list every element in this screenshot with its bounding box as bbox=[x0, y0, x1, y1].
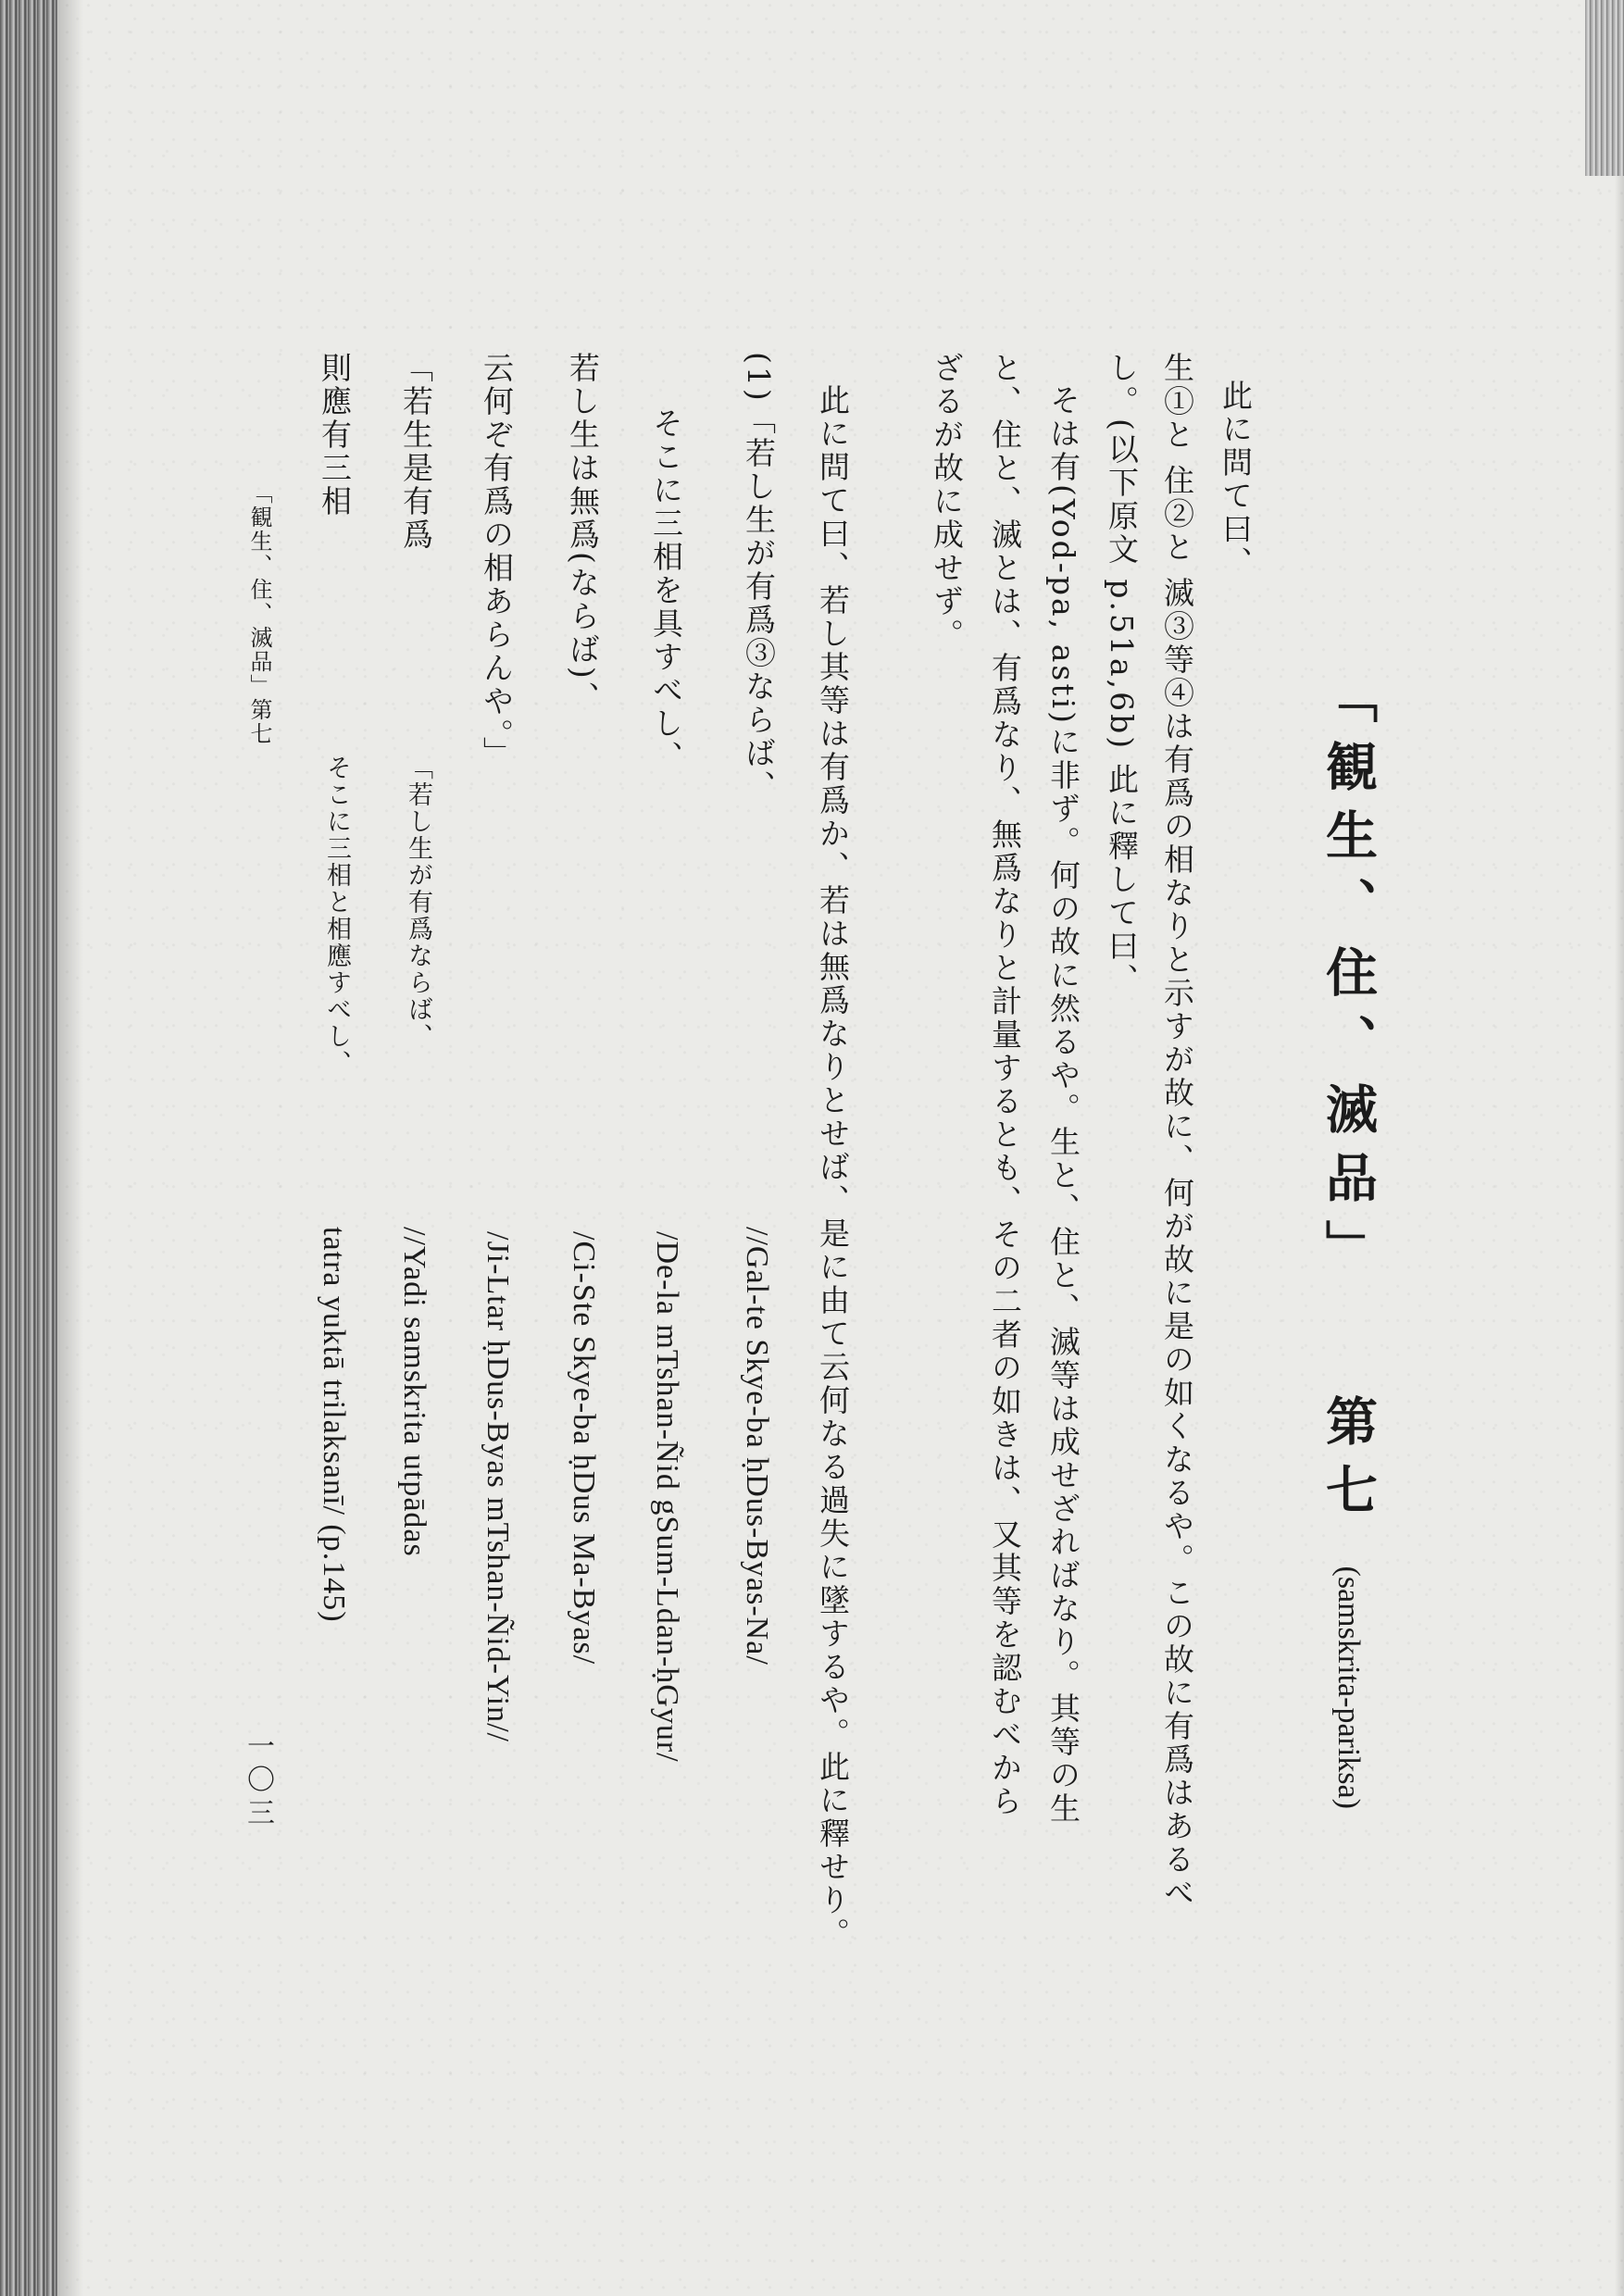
book-spine-shadow bbox=[0, 0, 57, 2296]
text-column-2: 生①と 住②と 滅③等④は有爲の相なりと示すが故に、何が故に是の如くなるや。この故に有爲はあるべ bbox=[1159, 352, 1195, 1910]
chinese-verse-2: 則應有三相 bbox=[317, 352, 353, 518]
tibetan-line-2: /De-la mTshan-Ñid gSum-Ldan-ḥGyur/ bbox=[650, 1231, 684, 1763]
verse-column-1: (1)「若し生が有爲③ならば、 bbox=[741, 352, 777, 804]
page-number: 一〇三 bbox=[242, 1731, 274, 1831]
tibetan-line-4: /Ji-Ltar ḥDus-Byas mTshan-Ñid-Yin// bbox=[481, 1231, 515, 1743]
chinese-verse-1: 「若生是有爲 bbox=[398, 352, 434, 552]
text-column-6: ざるが故に成せず。 bbox=[929, 352, 965, 652]
chapter-number: 第七 bbox=[1318, 1394, 1379, 1531]
sanskrit-line-1: //Yadi samskrita utpādas bbox=[397, 1227, 431, 1557]
sanskrit-title: (samskrita-pariksa) bbox=[1331, 1566, 1366, 1809]
chinese-gloss-1: 「若し生が有爲ならば、 bbox=[404, 755, 432, 1050]
text-column-1: 此に問て曰、 bbox=[1218, 380, 1254, 580]
title-text: 「観生、住、滅品」 bbox=[1318, 671, 1379, 1288]
sanskrit-line-2: tatra yuktā trilaksanī/ (p.145) bbox=[317, 1227, 351, 1623]
page-edge-shadow bbox=[1615, 176, 1624, 2296]
running-footer: 「観生、住、滅品」第七 bbox=[246, 481, 272, 746]
text-column-4: そは有(Yod-pa, asti)に非ず。何の故に然るや。生と、住と、滅等は成せざればなり。其等の生 bbox=[1045, 384, 1081, 1827]
page-corner-shadow bbox=[1585, 0, 1624, 176]
tibetan-line-3: /Ci-Ste Skye-ba ḥDus Ma-Byas/ bbox=[567, 1231, 601, 1666]
chinese-gloss-2: そこに三相と相應すべし、 bbox=[322, 755, 351, 1077]
tibetan-line-1: //Gal-te Skye-ba ḥDus-Byas-Na/ bbox=[740, 1227, 774, 1666]
verse-column-4: 云何ぞ有爲の相あらんや。」 bbox=[479, 352, 515, 770]
text-column-5: と、住と、滅とは、有爲なり、無爲なりと計量するとも、その二者の如きは、又其等を認むべから bbox=[987, 352, 1023, 1818]
text-column-7: 此に問て曰、若し其等は有爲か、若は無爲なりとせば、是に由て云何なる過失に墜するや。此に釋せり。 bbox=[815, 384, 851, 1951]
text-column-3: し。(以下原文 p.51a,6b) 此に釋して曰、 bbox=[1104, 352, 1140, 997]
verse-column-3: 若し生は無爲(ならば)、 bbox=[565, 352, 601, 715]
verse-column-2: そこに三相を具すべし、 bbox=[648, 407, 684, 774]
chapter-title bbox=[1318, 671, 1379, 1809]
